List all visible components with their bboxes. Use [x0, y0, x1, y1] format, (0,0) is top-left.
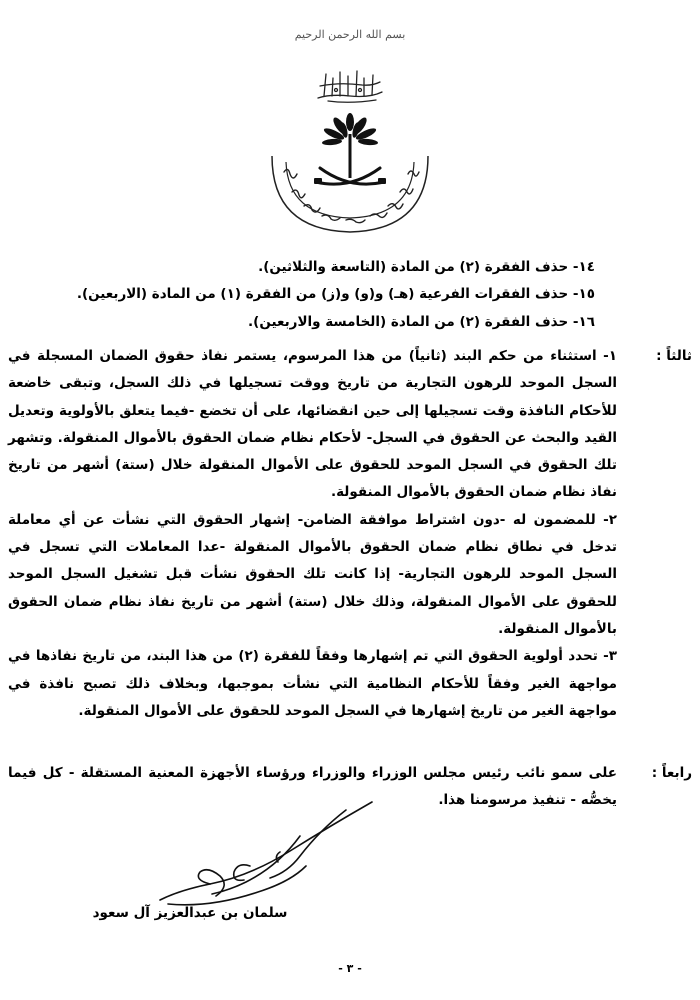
basmala: بسم الله الرحمن الرحيم: [294, 28, 406, 41]
clause-label: ثالثاً :: [656, 348, 692, 364]
deletion-list: [75, 254, 595, 336]
list-item: ١٦- حذف الفقرة (٢) من المادة (الخامسة والاربعين).: [248, 313, 595, 330]
clause-label: رابعاً :: [651, 765, 692, 781]
page-number: - ٣ -: [338, 962, 362, 975]
clause-paragraph: ١- استثناء من حكم البند (ثانياً) من هذا المرسوم، يستمر نفاذ حقوق الضمان المسجلة في السجل الموحد للرهون التجارية من تاريخ ووقت تسجيلها في ذلك السجل، وتبقى خاضعة للأحكام النافذة وقت تسجيلها إلى حين انقضائها، على أن تخضع -فيما يتعلق بالأولوية وتعديل القيد والبحث عن الحقوق في السجل- لأحكام نظام ضمان الحقوق بالأموال المنقولة. وتشهر تلك الحقوق في السجل الموحد للحقوق على الأموال المنقولة خلال (ستة) أشهر من تاريخ نفاذ نظام ضمان الحقوق بالأموال المنقولة.: [8, 348, 617, 501]
clause-body: [8, 343, 617, 725]
clause-paragraph: على سمو نائب رئيس مجلس الوزراء والوزراء ورؤساء الأجهزة المعنية المستقلة - كل فيما يخصُّه - تنفيذ مرسومنا هذا.: [8, 765, 617, 809]
signer-name: سلمان بن عبدالعزيز آل سعود: [92, 905, 288, 921]
shahada-calligraphy: [310, 66, 390, 106]
clause-three: [8, 343, 692, 725]
royal-signature: [150, 796, 380, 916]
saudi-emblem: [262, 108, 438, 238]
clause-paragraph: ٣- تحدد أولوية الحقوق التي تم إشهارها وفقاً للفقرة (٢) من هذا البند، من تاريخ نفاذها في مواجهة الغير وفقاً للأحكام النظامية التي نشأت بموجبها، وبخلاف ذلك تصبح نافذة في مواجهة الغير من تاريخ إشهارها في السجل الموحد للحقوق على الأموال المنقولة.: [8, 648, 617, 719]
list-item: ١٤- حذف الفقرة (٢) من المادة (التاسعة والثلاثين).: [258, 259, 595, 275]
clause-paragraph: ٢- للمضمون له -دون اشتراط موافقة الضامن- إشهار الحقوق التي نشأت عن أي معاملة تدخل في نطاق نظام ضمان الحقوق بالأموال المنقولة -عدا المعاملات التي تسجل في السجل الموحد للرهون التجارية- إذا كانت تلك الحقوق نشأت قبل تشغيل السجل الموحد للحقوق على الأموال المنقولة، وذلك خلال (ستة) أشهر من تاريخ نفاذ نظام ضمان الحقوق بالأموال المنقولة.: [8, 511, 617, 637]
list-item: ١٥- حذف الفقرات الفرعية (هـ) و(و) و(ز) من الفقرة (١) من المادة (الاربعين).: [76, 286, 595, 303]
